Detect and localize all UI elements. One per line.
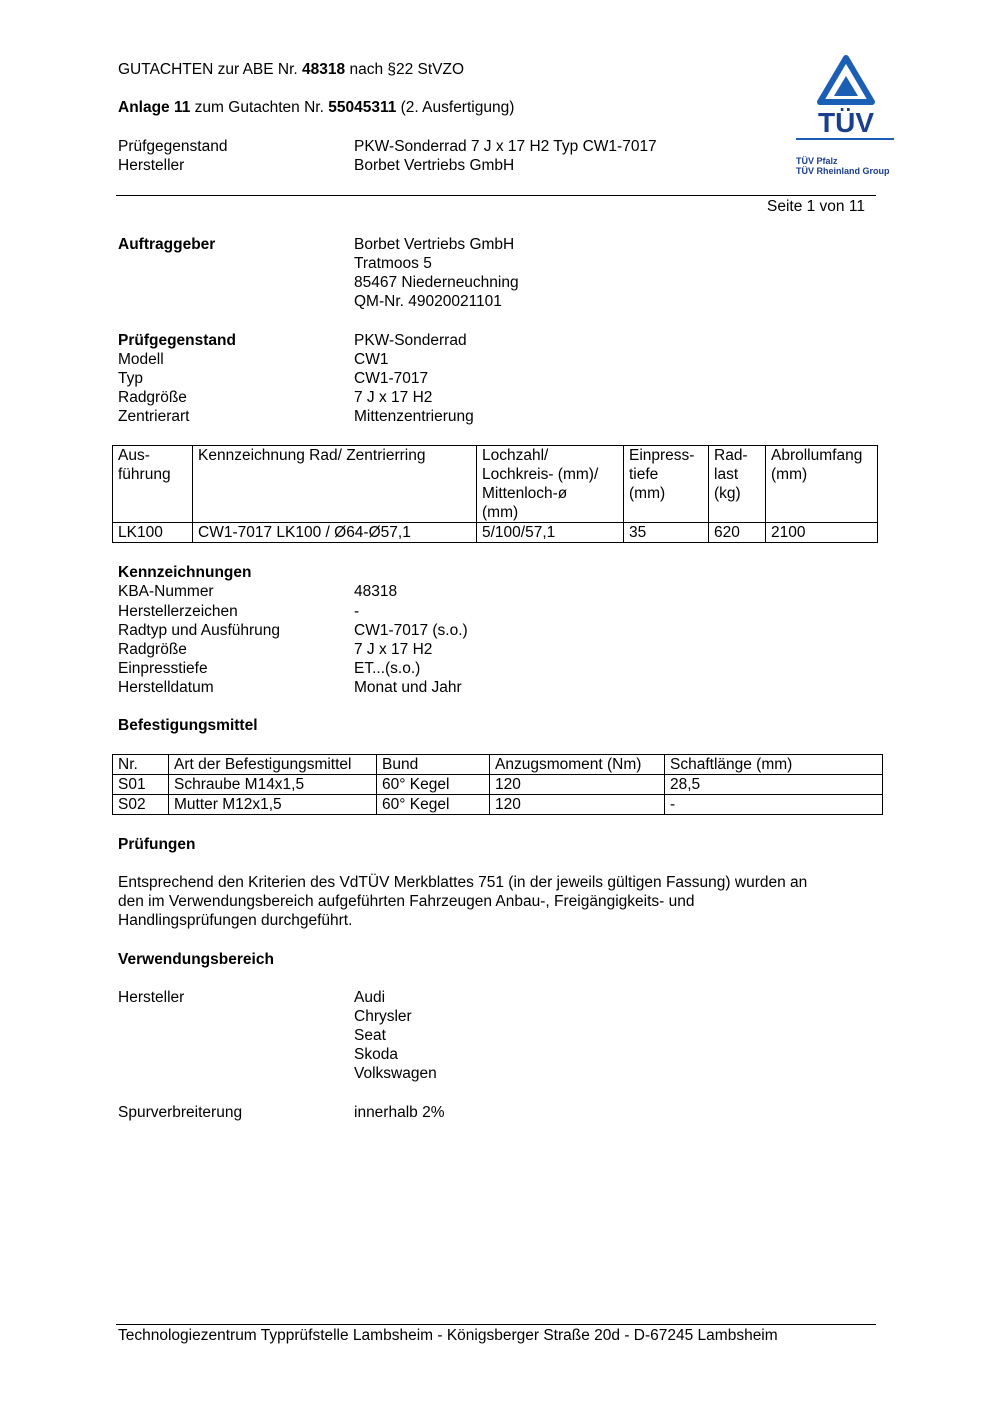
header-line2 <box>118 98 514 117</box>
table-header-cell: Nr. <box>113 755 169 775</box>
pruefungen-paragraph <box>118 873 807 930</box>
zentrierart-value: Mittenzentrierung <box>354 408 474 425</box>
table-cell: - <box>665 795 883 815</box>
kennzeichnungen-title: Kennzeichnungen <box>118 564 252 581</box>
table-cell: Schraube M14x1,5 <box>169 775 377 795</box>
table-header-cell: Kennzeichnung Rad/ Zentrierring <box>193 446 477 523</box>
footer-text: Technologiezentrum Typprüfstelle Lambsheim - Königsberger Straße 20d - D-67245 Lambsheim <box>118 1327 778 1344</box>
modell-value: CW1 <box>354 351 389 368</box>
header-line1 <box>118 60 464 79</box>
auftraggeber-line: QM-Nr. 49020021101 <box>354 293 502 310</box>
header-divider <box>116 195 876 196</box>
verwendung-hersteller-label: Hersteller <box>118 989 185 1006</box>
table-cell: LK100 <box>113 523 193 543</box>
befestigung-title: Befestigungsmittel <box>118 717 258 734</box>
radtyp-label: Radtyp und Ausführung <box>118 622 281 639</box>
typ-label: Typ <box>118 370 143 387</box>
list-item: Skoda <box>354 1046 398 1063</box>
logo-line1: TÜV Pfalz <box>796 156 838 166</box>
table-cell: 5/100/57,1 <box>477 523 624 543</box>
table-header-cell: Anzugsmoment (Nm) <box>490 755 665 775</box>
tuev-logo <box>794 54 898 178</box>
list-item: Volkswagen <box>354 1065 437 1082</box>
anlage-label: Anlage 11 <box>118 99 191 116</box>
table-header-cell: Rad- last (kg) <box>709 446 766 523</box>
pruefgegenstand-value: PKW-Sonderrad <box>354 332 467 349</box>
kba-label: KBA-Nummer <box>118 583 214 600</box>
paragraph-line: den im Verwendungsbereich aufgeführten Fahrzeugen Anbau-, Freigängigkeits- und <box>118 893 695 910</box>
typ-value: CW1-7017 <box>354 370 429 387</box>
table-cell: 35 <box>624 523 709 543</box>
header-line1-suffix: nach §22 StVZO <box>345 61 465 78</box>
header-pg-value: PKW-Sonderrad 7 J x 17 H2 Typ CW1-7017 <box>354 138 657 155</box>
list-item: Chrysler <box>354 1008 412 1025</box>
verwendung-hersteller-list <box>354 988 437 1083</box>
header-hersteller-value: Borbet Vertriebs GmbH <box>354 157 515 174</box>
table-header-row <box>113 446 878 523</box>
auftraggeber-line: Tratmoos 5 <box>354 255 432 272</box>
gutachten-number: 55045311 <box>328 99 397 116</box>
paragraph-line: Entsprechend den Kriterien des VdTÜV Merkblattes 751 (in der jeweils gültigen Fassung) wurden an <box>118 874 808 891</box>
herstellerzeichen-label: Herstellerzeichen <box>118 603 238 620</box>
table-cell: S01 <box>113 775 169 795</box>
table-header-cell: Lochzahl/ Lochkreis- (mm)/ Mittenloch-ø (mm) <box>477 446 624 523</box>
radgroesse-label: Radgröße <box>118 389 187 406</box>
table-header-cell: Aus- führung <box>113 446 193 523</box>
herstellerzeichen-value: - <box>354 603 360 620</box>
auftraggeber-line: Borbet Vertriebs GmbH <box>354 236 515 253</box>
table-header-cell: Schaftlänge (mm) <box>665 755 883 775</box>
pruefungen-title: Prüfungen <box>118 836 196 853</box>
spurverbreiterung-value: innerhalb 2% <box>354 1104 445 1121</box>
table-row <box>113 523 878 543</box>
kba-value: 48318 <box>354 583 398 600</box>
wheel-spec-table <box>112 445 878 543</box>
list-item: Seat <box>354 1027 386 1044</box>
table-cell: 28,5 <box>665 775 883 795</box>
radgroesse2-value: 7 J x 17 H2 <box>354 641 433 658</box>
tuev-triangle-icon <box>794 54 898 178</box>
list-item: Audi <box>354 989 386 1006</box>
herstelldatum-label: Herstelldatum <box>118 679 214 696</box>
table-cell: 60° Kegel <box>377 795 490 815</box>
table-cell: 60° Kegel <box>377 775 490 795</box>
modell-label: Modell <box>118 351 164 368</box>
radgroesse-value: 7 J x 17 H2 <box>354 389 433 406</box>
verwendung-title: Verwendungsbereich <box>118 951 274 968</box>
table-cell: CW1-7017 LK100 / Ø64-Ø57,1 <box>193 523 477 543</box>
header-hersteller-label: Hersteller <box>118 157 185 174</box>
radgroesse2-label: Radgröße <box>118 641 187 658</box>
table-row <box>113 795 883 815</box>
table-cell: 2100 <box>766 523 878 543</box>
table-header-cell: Bund <box>377 755 490 775</box>
befestigung-table <box>112 754 883 815</box>
radtyp-value: CW1-7017 (s.o.) <box>354 622 468 639</box>
pruefgegenstand-title: Prüfgegenstand <box>118 332 236 349</box>
table-cell: 120 <box>490 795 665 815</box>
table-cell: Mutter M12x1,5 <box>169 795 377 815</box>
anlage-mid: zum Gutachten Nr. <box>190 99 329 116</box>
table-cell: 120 <box>490 775 665 795</box>
header-line1-prefix: GUTACHTEN zur ABE Nr. <box>118 61 303 78</box>
abe-number: 48318 <box>302 61 346 78</box>
auftraggeber-line: 85467 Niederneuchning <box>354 274 519 291</box>
zentrierart-label: Zentrierart <box>118 408 190 425</box>
herstelldatum-value: Monat und Jahr <box>354 679 462 696</box>
logo-line2: TÜV Rheinland Group <box>796 166 890 176</box>
table-cell: S02 <box>113 795 169 815</box>
table-header-cell: Abrollumfang (mm) <box>766 446 878 523</box>
table-row <box>113 775 883 795</box>
spurverbreiterung-label: Spurverbreiterung <box>118 1104 243 1121</box>
page-number: Seite 1 von 11 <box>767 198 865 215</box>
table-header-row <box>113 755 883 775</box>
table-header-cell: Art der Befestigungsmittel <box>169 755 377 775</box>
einpresstiefe-value: ET...(s.o.) <box>354 660 421 677</box>
header-pg-label: Prüfgegenstand <box>118 138 228 155</box>
footer-divider <box>116 1324 876 1325</box>
auftraggeber-label: Auftraggeber <box>118 236 216 253</box>
logo-wordmark: TÜV <box>818 107 874 138</box>
table-cell: 620 <box>709 523 766 543</box>
auftraggeber-address <box>354 235 519 311</box>
anlage-suffix: (2. Ausfertigung) <box>396 99 515 116</box>
einpresstiefe-label: Einpresstiefe <box>118 660 208 677</box>
table-header-cell: Einpress- tiefe (mm) <box>624 446 709 523</box>
paragraph-line: Handlingsprüfungen durchgeführt. <box>118 912 353 929</box>
